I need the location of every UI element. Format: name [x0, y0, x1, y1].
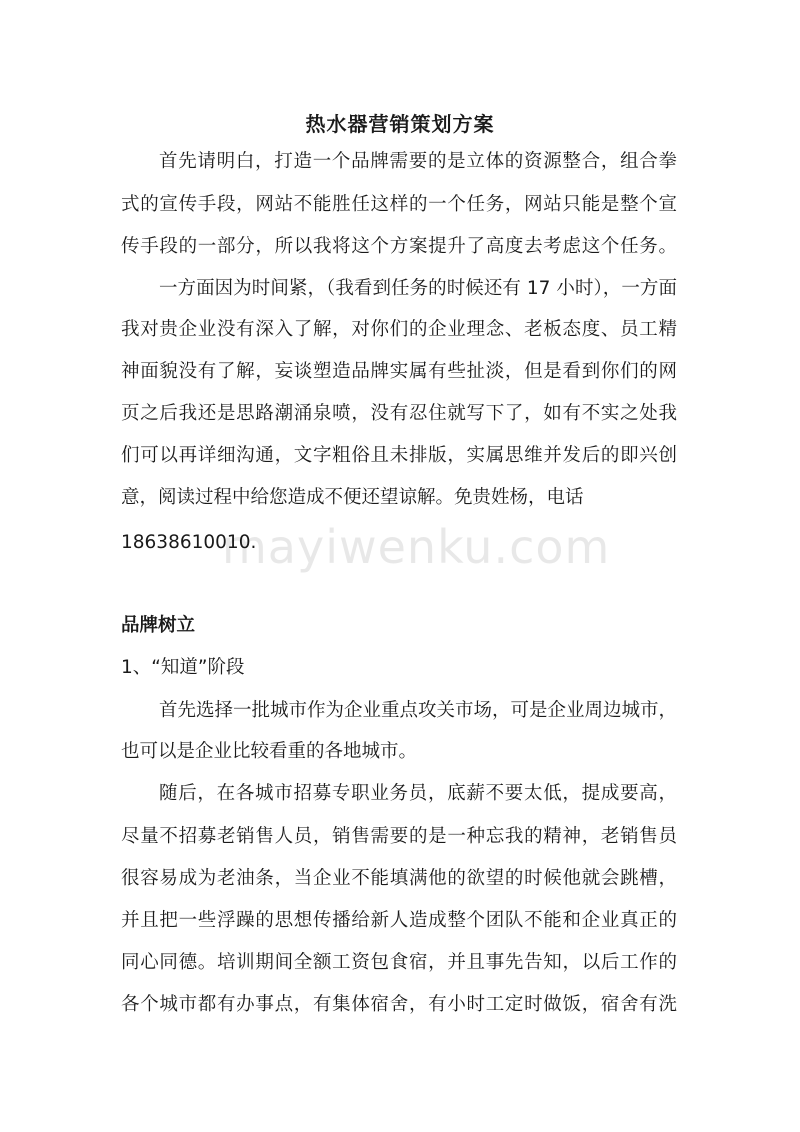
paragraph-2-line-1: 一方面因为时间紧，（我看到任务的时候还有 17 小时），一方面 [159, 278, 677, 299]
paragraph-2-line-6: 意，阅读过程中给您造成不便还望谅解。免贵姓杨，电话 [121, 487, 584, 508]
paragraph-2-line-7: 18638610010. [121, 532, 257, 553]
paragraph-1-line-1: 首先请明白，打造一个品牌需要的是立体的资源整合，组合拳 [159, 151, 677, 172]
paragraph-4-line-5: 同心同德。培训期间全额工资包食宿，并且事先告知，以后工作的 [121, 952, 677, 973]
paragraph-4-line-2: 尽量不招募老销售人员，销售需要的是一种忘我的精神，老销售员 [121, 826, 677, 847]
paragraph-4-line-6: 各个城市都有办事点，有集体宿舍，有小时工定时做饭，宿舍有洗 [121, 994, 677, 1015]
paragraph-4-line-3: 很容易成为老油条，当企业不能填满他的欲望的时候他就会跳槽， [121, 868, 677, 889]
paragraph-2-line-5: 们可以再详细沟通，文字粗俗且未排版，实属思维并发后的即兴创 [121, 445, 677, 466]
document-title: 热水器营销策划方案 [305, 112, 495, 136]
subsection-heading-know: 1、“知道”阶段 [121, 657, 245, 678]
paragraph-1-line-3: 传手段的一部分，所以我将这个方案提升了高度去考虑这个任务。 [121, 236, 677, 257]
paragraph-4-line-4: 并且把一些浮躁的思想传播给新人造成整个团队不能和企业真正的 [121, 910, 677, 931]
paragraph-2-line-4: 页之后我还是思路潮涌泉喷，没有忍住就写下了，如有不实之处我 [121, 403, 677, 424]
paragraph-4-line-1: 随后，在各城市招募专职业务员，底薪不要太低，提成要高， [159, 783, 677, 804]
paragraph-2-line-2: 我对贵企业没有深入了解，对你们的企业理念、老板态度、员工精 [121, 319, 677, 340]
paragraph-1-line-2: 式的宣传手段，网站不能胜任这样的一个任务，网站只能是整个宣 [121, 194, 677, 215]
paragraph-2-line-3: 神面貌没有了解，妄谈塑造品牌实属有些扯淡，但是看到你们的网 [121, 361, 677, 382]
section-heading-brand: 品牌树立 [121, 615, 196, 636]
watermark: mayiwenku.com [222, 520, 611, 574]
paragraph-3-line-2: 也可以是企业比较看重的各地城市。 [121, 741, 418, 762]
paragraph-3-line-1: 首先选择一批城市作为企业重点攻关市场，可是企业周边城市， [159, 700, 678, 721]
